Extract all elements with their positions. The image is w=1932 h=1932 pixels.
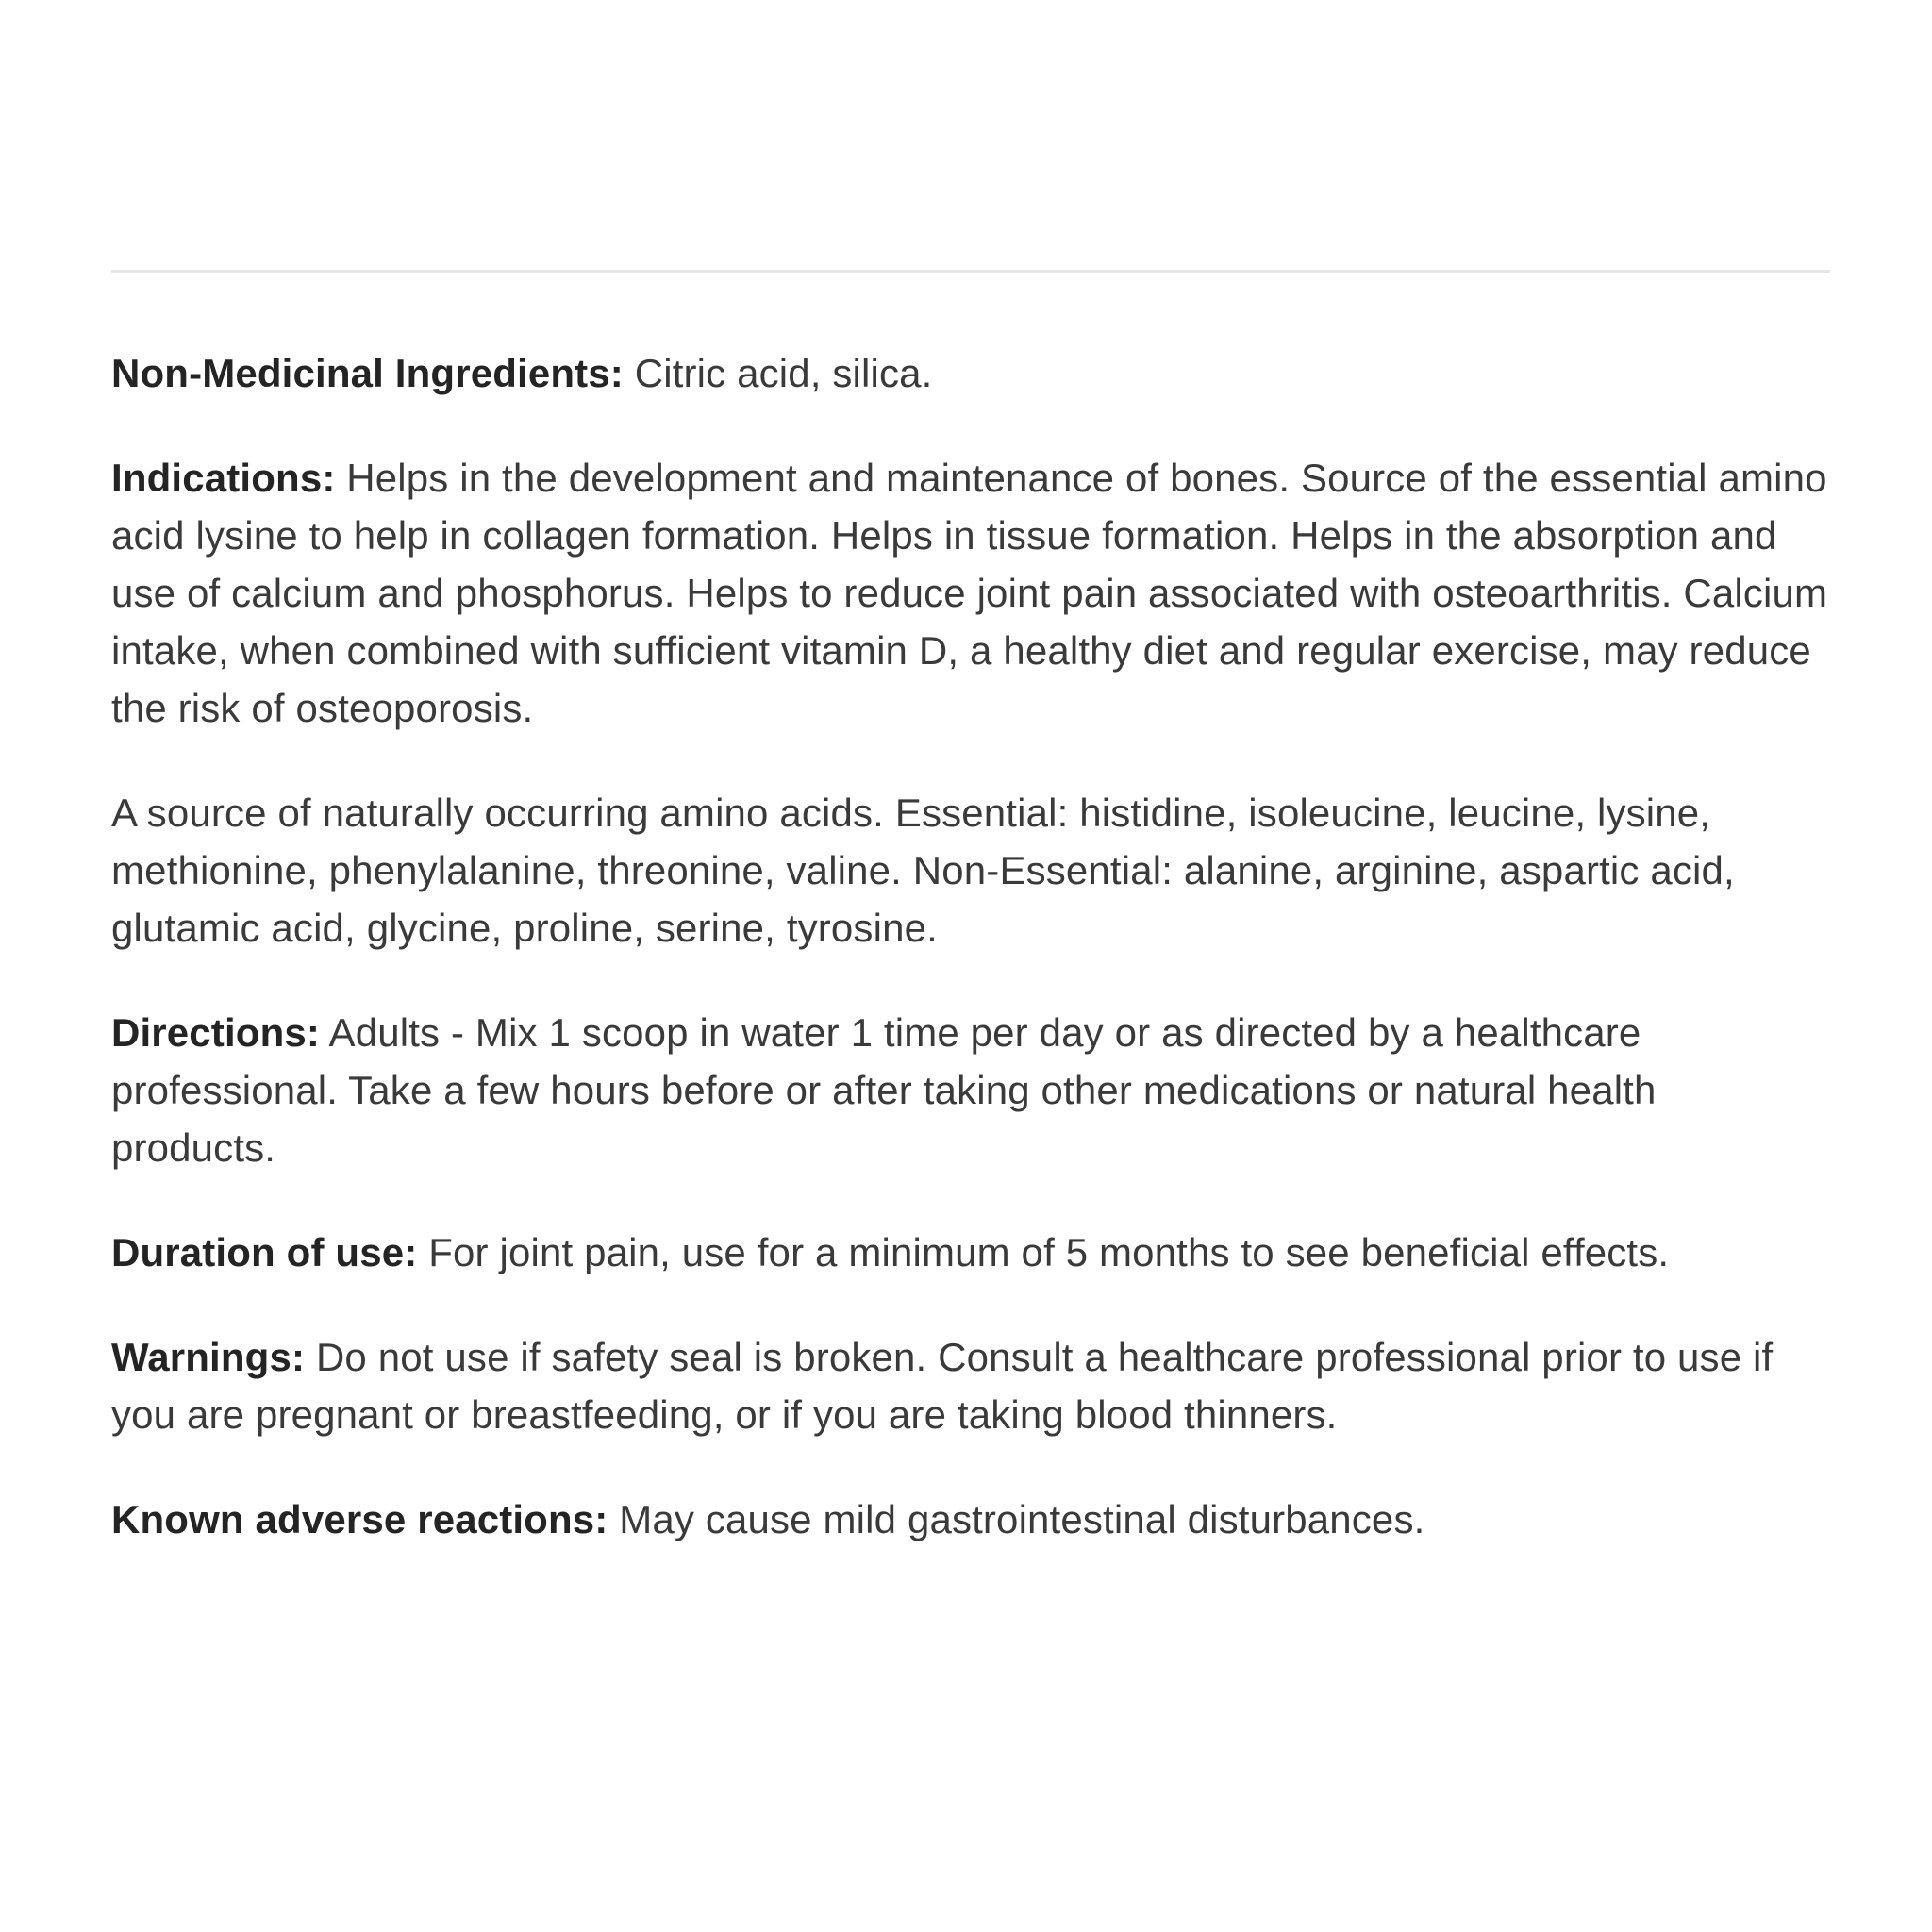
- indications-label: Indications:: [111, 456, 336, 500]
- adverse-reactions-paragraph: [111, 1491, 1830, 1548]
- directions-text: Adults - Mix 1 scoop in water 1 time per day or as directed by a healthcare professional. Take a few hours before or after taking other medications or natural health products.: [111, 1010, 1657, 1170]
- indications-text: Helps in the development and maintenance of bones. Source of the essential amino acid lysine to help in collagen formation. Helps in tissue formation. Helps in the absorption and use of calcium and phosphorus. Helps to reduce joint pain associated with osteoarthritis. Calcium intake, when combined with sufficient vitamin D, a healthy diet and regular exercise, may reduce the risk of osteoporosis.: [111, 456, 1828, 730]
- amino-acids-paragraph: [111, 784, 1830, 957]
- directions-paragraph: [111, 1004, 1830, 1176]
- divider: [111, 270, 1830, 273]
- adverse-reactions-label: Known adverse reactions:: [111, 1497, 608, 1541]
- duration-of-use-label: Duration of use:: [111, 1230, 418, 1274]
- product-info-section: [111, 270, 1830, 1548]
- non-medicinal-ingredients-paragraph: [111, 344, 1830, 402]
- non-medicinal-ingredients-text: Citric acid, silica.: [623, 351, 933, 395]
- amino-acids-text: A source of naturally occurring amino acids. Essential: histidine, isoleucine, leucine, lysine, methionine, phenylalanine, threonine, valine. Non-Essential: alanine, arginine, aspartic acid, glutamic acid, glycine, proline, serine, tyrosine.: [111, 791, 1735, 950]
- duration-of-use-text: For joint pain, use for a minimum of 5 months to see beneficial effects.: [417, 1230, 1670, 1274]
- adverse-reactions-text: May cause mild gastrointestinal disturbances.: [608, 1497, 1425, 1541]
- warnings-paragraph: [111, 1328, 1830, 1443]
- warnings-text: Do not use if safety seal is broken. Consult a healthcare professional prior to use if you are pregnant or breastfeeding, or if you are taking blood thinners.: [111, 1335, 1774, 1437]
- non-medicinal-ingredients-label: Non-Medicinal Ingredients:: [111, 351, 624, 395]
- warnings-label: Warnings:: [111, 1335, 306, 1379]
- directions-label: Directions:: [111, 1010, 321, 1055]
- indications-paragraph: [111, 449, 1830, 737]
- duration-of-use-paragraph: [111, 1224, 1830, 1281]
